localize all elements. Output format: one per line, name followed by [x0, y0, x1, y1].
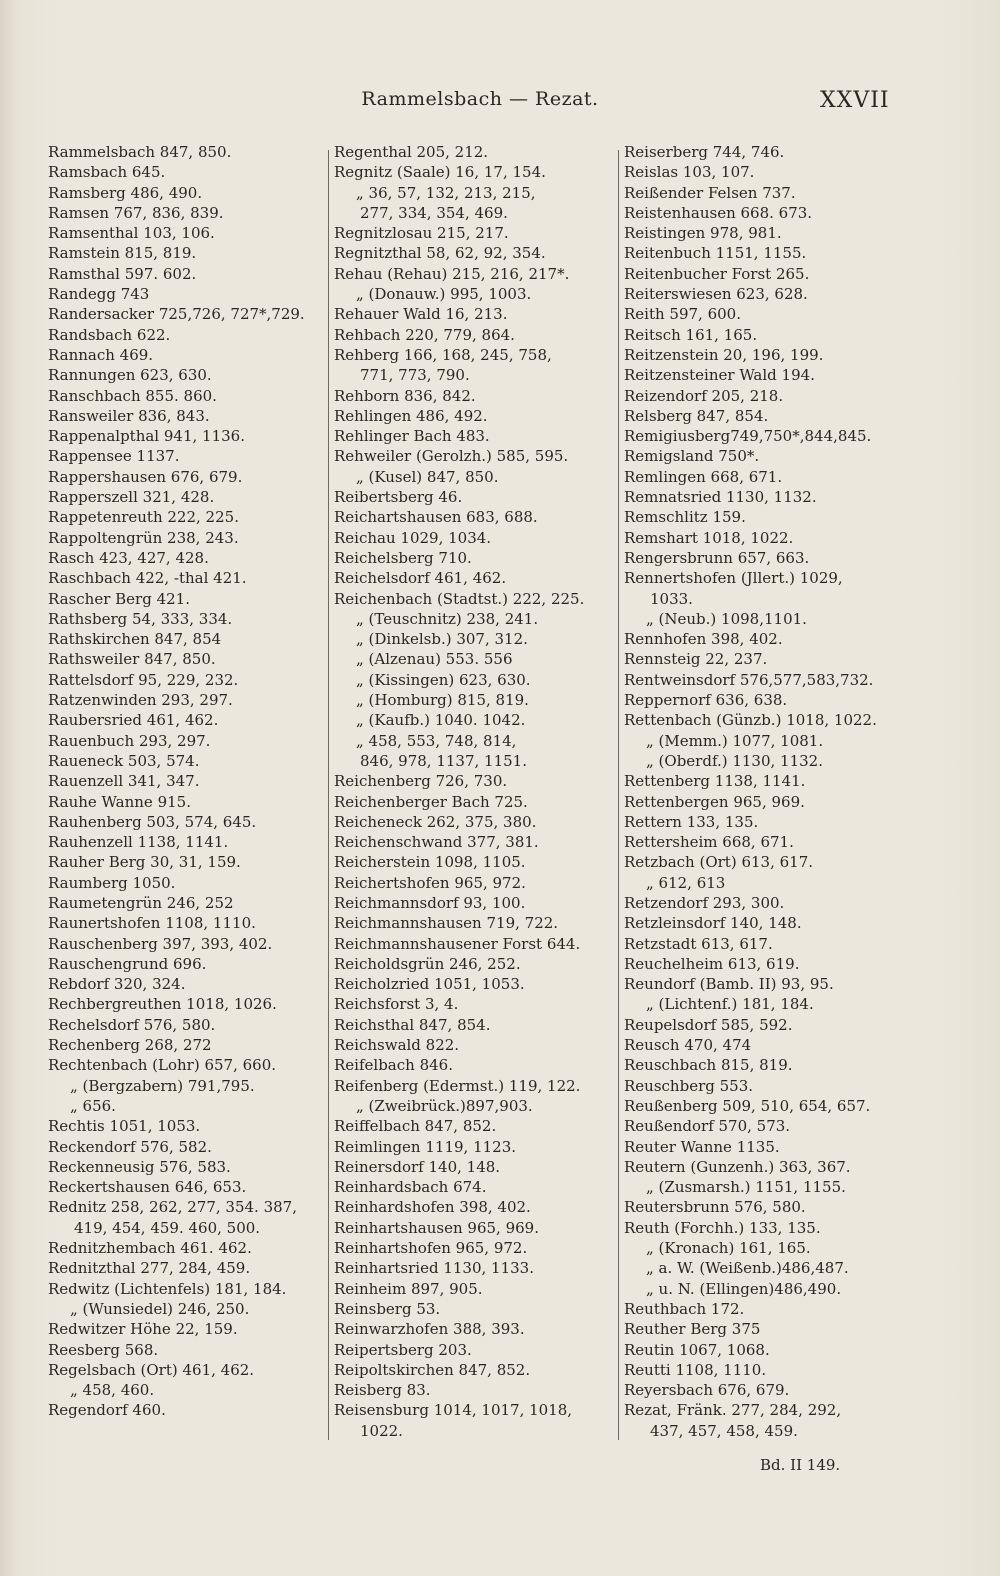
index-entry: Regnitz (Saale) 16, 17, 154. — [334, 163, 546, 182]
index-entry: Reichelsberg 710. — [334, 548, 472, 567]
index-entry: Regenthal 205, 212. — [334, 143, 489, 161]
index-entry: „ 612, 613 — [646, 873, 726, 892]
index-entry: Rasch 423, 427, 428. — [48, 548, 209, 567]
index-entry: Reuter Wanne 1135. — [624, 1137, 780, 1156]
index-entry: Reiserberg 744, 746. — [624, 143, 785, 161]
index-entry: Ratzenwinden 293, 297. — [48, 691, 233, 710]
index-entry: Reuthbach 172. — [624, 1299, 745, 1318]
index-entry: Rauschenberg 397, 393, 402. — [48, 934, 273, 953]
index-entry: Remschlitz 159. — [624, 508, 746, 527]
index-entry: Rennhofen 398, 402. — [624, 630, 783, 649]
index-entry: Reckendorf 576, 582. — [48, 1137, 212, 1156]
index-column-2 — [334, 142, 616, 1441]
index-entry: Rechelsdorf 576, 580. — [48, 1015, 216, 1034]
index-entry: „ 656. — [70, 1096, 116, 1115]
index-entry: Rehweiler (Gerolzh.) 585, 595. — [334, 447, 569, 466]
index-entry: Reitzenstein 20, 196, 199. — [624, 345, 824, 364]
index-entry: Reichsthal 847, 854. — [334, 1015, 491, 1034]
index-entry: Reicholzried 1051, 1053. — [334, 975, 525, 994]
index-entry: Reinhardsbach 674. — [334, 1178, 487, 1197]
index-entry: Remshart 1018, 1022. — [624, 528, 794, 547]
index-entry: Reichau 1029, 1034. — [334, 528, 492, 547]
index-entry: Reuther Berg 375 — [624, 1320, 761, 1339]
index-entry: Reichenberger Bach 725. — [334, 792, 528, 811]
index-entry: Reusch 470, 474 — [624, 1036, 752, 1055]
index-entry: Reislas 103, 107. — [624, 163, 755, 182]
index-entry: Rentweinsdorf 576,577,583,732. — [624, 670, 874, 689]
index-entry: Rappenalpthal 941, 1136. — [48, 427, 245, 446]
index-entry: „ (Homburg) 815, 819. — [356, 691, 529, 710]
index-entry: „ (Teuschnitz) 238, 241. — [356, 609, 539, 628]
index-entry: Reicherstein 1098, 1105. — [334, 853, 526, 872]
index-entry: 1033. — [650, 589, 693, 608]
index-entry: Rednitz 258, 262, 277, 354. 387, — [48, 1198, 297, 1217]
index-entry: Retzendorf 293, 300. — [624, 893, 785, 912]
index-entry: „ (Alzenau) 553. 556 — [356, 650, 513, 669]
index-entry: „ 458, 460. — [70, 1381, 155, 1400]
index-entry: Rettenbergen 965, 969. — [624, 792, 805, 811]
index-entry: „ (Wunsiedel) 246, 250. — [70, 1299, 250, 1318]
index-entry: Raubersried 461, 462. — [48, 711, 219, 730]
index-entry: Reichelsdorf 461, 462. — [334, 569, 507, 588]
index-entry: Reyersbach 676, 679. — [624, 1381, 790, 1400]
index-entry: „ (Lichtenf.) 181, 184. — [646, 995, 814, 1014]
index-entry: „ 36, 57, 132, 213, 215, — [356, 183, 536, 202]
index-entry: Rappetenreuth 222, 225. — [48, 508, 239, 527]
index-entry: Rathsweiler 847, 850. — [48, 650, 216, 669]
index-entry: Reipoltskirchen 847, 852. — [334, 1360, 531, 1379]
index-entry: Reicheneck 262, 375, 380. — [334, 812, 537, 831]
index-entry: „ (Bergzabern) 791,795. — [70, 1076, 255, 1095]
index-entry: Rappoltengrün 238, 243. — [48, 528, 239, 547]
index-entry: Retzstadt 613, 617. — [624, 934, 773, 953]
index-entry: Rettenberg 1138, 1141. — [624, 772, 806, 791]
index-entry: Rettersheim 668, 671. — [624, 833, 794, 852]
index-entry: „ u. N. (Ellingen)486,490. — [646, 1279, 842, 1298]
index-entry: Regnitzlosau 215, 217. — [334, 224, 509, 243]
index-entry: 1022. — [360, 1421, 403, 1440]
index-entry: „ (Memm.) 1077, 1081. — [646, 731, 824, 750]
index-entry: Regnitzthal 58, 62, 92, 354. — [334, 244, 546, 263]
index-entry: Reinhartsried 1130, 1133. — [334, 1259, 534, 1278]
column-divider — [618, 150, 619, 1440]
index-entry: „ (Kaufb.) 1040. 1042. — [356, 711, 526, 730]
index-entry: Rauschengrund 696. — [48, 954, 207, 973]
index-entry: „ (Neub.) 1098,1101. — [646, 609, 807, 628]
index-entry: Rattelsdorf 95, 229, 232. — [48, 670, 239, 689]
index-entry: Redwitz (Lichtenfels) 181, 184. — [48, 1279, 287, 1298]
index-entry: Retzbach (Ort) 613, 617. — [624, 853, 814, 872]
index-entry: Rehlinger Bach 483. — [334, 427, 490, 446]
index-entry: Rammelsbach 847, 850. — [48, 143, 232, 161]
index-column-3 — [624, 142, 924, 1441]
index-entry: Reitenbuch 1151, 1155. — [624, 244, 807, 263]
index-entry: Ramsberg 486, 490. — [48, 183, 203, 202]
index-entry: Reichmannshausener Forst 644. — [334, 934, 581, 953]
index-entry: Ramsthal 597. 602. — [48, 264, 197, 283]
index-entry: Rechbergreuthen 1018, 1026. — [48, 995, 277, 1014]
index-entry: Rennertshofen (Jllert.) 1029, — [624, 569, 843, 588]
index-entry: Rappershausen 676, 679. — [48, 467, 243, 486]
index-entry: Reundorf (Bamb. II) 93, 95. — [624, 975, 834, 994]
index-entry: Reesberg 568. — [48, 1340, 159, 1359]
index-entry: Rechtis 1051, 1053. — [48, 1117, 201, 1136]
index-entry: 419, 454, 459. 460, 500. — [74, 1218, 261, 1237]
index-entry: Relsberg 847, 854. — [624, 406, 769, 425]
index-entry: Reuschberg 553. — [624, 1076, 754, 1095]
index-entry: „ a. W. (Weißenb.)486,487. — [646, 1259, 849, 1278]
index-entry: Rechtenbach (Lohr) 657, 660. — [48, 1056, 277, 1075]
index-entry: Reifenberg (Edermst.) 119, 122. — [334, 1076, 581, 1095]
index-entry: „ (Kusel) 847, 850. — [356, 467, 499, 486]
index-entry: Remnatsried 1130, 1132. — [624, 488, 817, 507]
index-entry: Reckertshausen 646, 653. — [48, 1178, 247, 1197]
index-entry: Raumberg 1050. — [48, 873, 176, 892]
index-entry: Rettern 133, 135. — [624, 812, 759, 831]
index-entry: Raschbach 422, -thal 421. — [48, 569, 247, 588]
index-entry: 437, 457, 458, 459. — [650, 1421, 798, 1440]
index-entry: Rehau (Rehau) 215, 216, 217*. — [334, 264, 570, 283]
index-entry: Reiterswiesen 623, 628. — [624, 285, 808, 304]
index-entry: Reutern (Gunzenh.) 363, 367. — [624, 1157, 851, 1176]
index-entry: Rathsberg 54, 333, 334. — [48, 609, 233, 628]
index-entry: Rebdorf 320, 324. — [48, 975, 186, 994]
index-entry: Reisensburg 1014, 1017, 1018, — [334, 1401, 573, 1420]
index-entry: Reimlingen 1119, 1123. — [334, 1137, 517, 1156]
index-entry: Reutersbrunn 576, 580. — [624, 1198, 806, 1217]
index-entry: Reibertsberg 46. — [334, 488, 463, 507]
index-entry: Rauhe Wanne 915. — [48, 792, 191, 811]
index-entry: Reußenberg 509, 510, 654, 657. — [624, 1096, 871, 1115]
index-entry: Redwitzer Höhe 22, 159. — [48, 1320, 238, 1339]
index-entry: Reifelbach 846. — [334, 1056, 453, 1075]
index-entry: Rehberg 166, 168, 245, 758, — [334, 345, 552, 364]
index-entry: Reutin 1067, 1068. — [624, 1340, 770, 1359]
index-entry: Reuth (Forchh.) 133, 135. — [624, 1218, 821, 1237]
index-entry: Reinsberg 53. — [334, 1299, 441, 1318]
index-entry: Raueneck 503, 574. — [48, 751, 200, 770]
index-entry: Rauhenzell 1138, 1141. — [48, 833, 229, 852]
index-entry: Rehauer Wald 16, 213. — [334, 305, 508, 324]
index-entry: Rezat, Fränk. 277, 284, 292, — [624, 1401, 842, 1420]
index-entry: Reiffelbach 847, 852. — [334, 1117, 497, 1136]
index-entry: Ramsbach 645. — [48, 163, 166, 182]
index-entry: Rannungen 623, 630. — [48, 366, 212, 385]
index-entry: „ (Dinkelsb.) 307, 312. — [356, 630, 528, 649]
index-entry: Reichenschwand 377, 381. — [334, 833, 539, 852]
index-entry: Rehbach 220, 779, 864. — [334, 325, 515, 344]
index-entry: Reistenhausen 668. 673. — [624, 203, 813, 222]
index-entry: „ (Zweibrück.)897,903. — [356, 1096, 533, 1115]
index-entry: Rathskirchen 847, 854 — [48, 630, 222, 649]
index-entry: „ (Donauw.) 995, 1003. — [356, 285, 532, 304]
index-entry: Reppernorf 636, 638. — [624, 691, 788, 710]
index-entry: Randersacker 725,726, 727*,729. — [48, 305, 305, 324]
index-entry: Randsbach 622. — [48, 325, 171, 344]
index-entry: Rednitzhembach 461. 462. — [48, 1239, 252, 1258]
index-entry: Reichenberg 726, 730. — [334, 772, 508, 791]
index-entry: Reinheim 897, 905. — [334, 1279, 483, 1298]
index-entry: Reichmannshausen 719, 722. — [334, 914, 559, 933]
index-entry: Ramsen 767, 836, 839. — [48, 203, 224, 222]
index-column-1 — [48, 142, 328, 1421]
page-number-roman: XXVII — [820, 88, 890, 113]
index-entry: „ (Oberdf.) 1130, 1132. — [646, 751, 823, 770]
index-entry: „ (Kissingen) 623, 630. — [356, 670, 531, 689]
index-entry: Rannach 469. — [48, 345, 154, 364]
index-entry: Reuchelheim 613, 619. — [624, 954, 800, 973]
index-entry: Rengersbrunn 657, 663. — [624, 548, 810, 567]
index-entry: Regendorf 460. — [48, 1401, 166, 1420]
index-entry: Reizendorf 205, 218. — [624, 386, 784, 405]
index-entry: Remlingen 668, 671. — [624, 467, 783, 486]
index-entry: Rednitzthal 277, 284, 459. — [48, 1259, 251, 1278]
index-entry: Rascher Berg 421. — [48, 589, 190, 608]
index-entry: Ransweiler 836, 843. — [48, 406, 210, 425]
index-entry: Ramsenthal 103, 106. — [48, 224, 215, 243]
index-entry: Reistingen 978, 981. — [624, 224, 782, 243]
index-entry: Ranschbach 855. 860. — [48, 386, 217, 405]
index-entry: Reußendorf 570, 573. — [624, 1117, 791, 1136]
index-entry: Rauher Berg 30, 31, 159. — [48, 853, 241, 872]
index-entry: Reutti 1108, 1110. — [624, 1360, 767, 1379]
index-entry: Rappensee 1137. — [48, 447, 180, 466]
index-entry: Rapperszell 321, 428. — [48, 488, 215, 507]
index-entry: Ramstein 815, 819. — [48, 244, 197, 263]
index-entry: Reichartshausen 683, 688. — [334, 508, 538, 527]
index-entry: Retzleinsdorf 140, 148. — [624, 914, 802, 933]
page-footer: Bd. II 149. — [760, 1456, 841, 1474]
index-entry: „ (Zusmarsh.) 1151, 1155. — [646, 1178, 846, 1197]
index-entry: Reith 597, 600. — [624, 305, 741, 324]
index-entry: Reitsch 161, 165. — [624, 325, 758, 344]
running-head: Rammelsbach — Rezat. — [361, 88, 599, 110]
index-entry: 771, 773, 790. — [360, 366, 470, 385]
index-entry: Reinhartshofen 965, 972. — [334, 1239, 528, 1258]
index-entry: Reichertshofen 965, 972. — [334, 873, 526, 892]
index-entry: Reinhartshausen 965, 969. — [334, 1218, 539, 1237]
index-entry: „ 458, 553, 748, 814, — [356, 731, 517, 750]
index-entry: Reckenneusig 576, 583. — [48, 1157, 231, 1176]
index-entry: „ (Kronach) 161, 165. — [646, 1239, 811, 1258]
index-entry: Rehlingen 486, 492. — [334, 406, 488, 425]
index-entry: Rehborn 836, 842. — [334, 386, 476, 405]
index-entry: Reisberg 83. — [334, 1381, 431, 1400]
index-entry: Reinwarzhofen 388, 393. — [334, 1320, 525, 1339]
index-entry: Reichenbach (Stadtst.) 222, 225. — [334, 589, 585, 608]
index-entry: Rechenberg 268, 272 — [48, 1036, 212, 1055]
index-entry: Raunertshofen 1108, 1110. — [48, 914, 256, 933]
index-entry: Rauhenberg 503, 574, 645. — [48, 812, 257, 831]
index-entry: Reichsforst 3, 4. — [334, 995, 459, 1014]
index-entry: Rauenbuch 293, 297. — [48, 731, 211, 750]
index-entry: Reuschbach 815, 819. — [624, 1056, 793, 1075]
index-entry: 277, 334, 354, 469. — [360, 203, 508, 222]
index-entry: Rennsteig 22, 237. — [624, 650, 768, 669]
index-entry: Reinhardshofen 398, 402. — [334, 1198, 531, 1217]
index-entry: Reitenbucher Forst 265. — [624, 264, 810, 283]
index-entry: Reitzensteiner Wald 194. — [624, 366, 815, 385]
index-entry: Reichswald 822. — [334, 1036, 460, 1055]
index-entry: Remigiusberg749,750*,844,845. — [624, 427, 872, 446]
index-entry: Reupelsdorf 585, 592. — [624, 1015, 793, 1034]
index-entry: 846, 978, 1137, 1151. — [360, 751, 527, 770]
index-entry: Reichmannsdorf 93, 100. — [334, 893, 526, 912]
index-entry: Rettenbach (Günzb.) 1018, 1022. — [624, 711, 877, 730]
index-entry: Remigsland 750*. — [624, 447, 760, 466]
index-entry: Rauenzell 341, 347. — [48, 772, 200, 791]
index-entry: Reipertsberg 203. — [334, 1340, 472, 1359]
index-entry: Regelsbach (Ort) 461, 462. — [48, 1360, 255, 1379]
index-entry: Reißender Felsen 737. — [624, 183, 796, 202]
index-entry: Randegg 743 — [48, 285, 150, 304]
index-entry: Raumetengrün 246, 252 — [48, 893, 234, 912]
column-divider — [328, 150, 329, 1440]
index-entry: Reicholdsgrün 246, 252. — [334, 954, 521, 973]
index-entry: Reinersdorf 140, 148. — [334, 1157, 501, 1176]
